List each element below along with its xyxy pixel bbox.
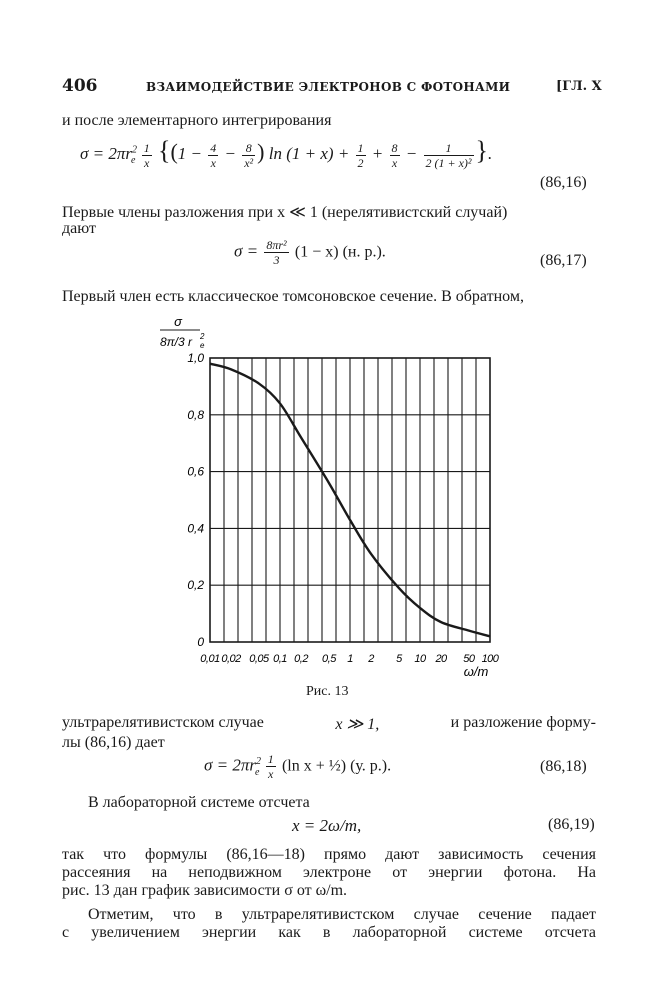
eq2-rest: (1 − x) (н. р.).: [294, 243, 386, 261]
eq2-numerator: 8πr²: [266, 238, 287, 252]
svg-text:e: e: [200, 341, 205, 350]
eq1-lhs: σ = 2πr: [80, 144, 132, 163]
eq3-rest: (ln x + ½) (у. р.).: [281, 757, 392, 775]
y-tick-label: 0,8: [187, 407, 204, 422]
eq1-sup: 2: [132, 144, 137, 156]
paragraph-expansion-line1: Первые члены разложения при x ≪ 1 (нерелятивистский случай): [62, 204, 508, 221]
paragraph-note-line1: Отметим, что в ультрарелятивистском случае сечение падает: [88, 906, 596, 923]
x-tick-label: 0,05: [249, 653, 269, 665]
equation-number-86-17: (86,17): [540, 252, 587, 269]
x-tick-label: 100: [481, 653, 499, 665]
y-axis-label: [160, 314, 205, 350]
x-tick-label: 2: [368, 653, 374, 665]
paragraph-ultrarelativistic-line1: [62, 714, 596, 734]
y-tick-label: 0,4: [187, 521, 204, 536]
figure-caption: Рис. 13: [306, 684, 349, 699]
equation-number-86-16: (86,16): [540, 174, 587, 191]
x-tick-label: 0,1: [273, 653, 287, 665]
p4-part-b: x ≫ 1,: [335, 716, 380, 733]
equation-number-86-19: (86,19): [548, 816, 595, 833]
y-tick-label: 0,2: [187, 578, 204, 593]
eq1-sub: e: [131, 155, 136, 167]
svg-text:2: 2: [200, 332, 205, 341]
eq1-body: ln (1 + x) +: [268, 144, 350, 163]
p4-part-a: ультрарелятивистском случае: [62, 714, 264, 731]
equation-86-19: x = 2ω/m,: [292, 816, 362, 835]
svg-text:8π/3 r: 8π/3 r: [159, 335, 193, 349]
paragraph-note-line2: с увеличением энергии как в лабораторной системе отсчета: [62, 924, 596, 941]
x-tick-label: 5: [396, 653, 402, 665]
x-tick-label: 0,01: [200, 653, 220, 665]
y-tick-label: 1,0: [187, 351, 204, 365]
equation-number-86-18: (86,18): [540, 758, 587, 775]
paragraph-formulas-line1: так что формулы (86,16—18) прямо дают зависимость сечения: [62, 846, 596, 863]
figure-13-chart: [150, 310, 530, 710]
x-tick-label: 10: [414, 653, 426, 665]
svg-text:σ: σ: [174, 314, 182, 329]
paragraph-thomson: Первый член есть классическое томсоновское сечение. В обратном,: [62, 288, 524, 305]
page-number: 406: [62, 76, 98, 96]
paragraph-expansion-line2: дают: [62, 220, 96, 237]
equation-86-18: $\sigma = 2\pi r^2_e$ $\frac{1}{x}$ (ln x + ½) (у. р.).: [204, 752, 392, 781]
x-tick-label: 20: [435, 653, 447, 665]
paragraph-intro: и после элементарного интегрирования: [62, 112, 332, 129]
y-tick-label: 0,6: [187, 464, 204, 479]
eq2-denominator: 3: [273, 253, 280, 267]
paragraph-formulas-line3: рис. 13 дан график зависимости σ от ω/m.: [62, 882, 348, 899]
running-title: ВЗАИМОДЕЙСТВИЕ ЭЛЕКТРОНОВ С ФОТОНАМИ: [146, 80, 511, 94]
p4-part-c: и разложение форму-: [450, 714, 596, 731]
chapter-label: [ГЛ. Х: [556, 79, 602, 94]
equation-86-17: [234, 238, 386, 267]
y-tick-label: 0: [197, 635, 204, 649]
x-tick-label: 0,02: [221, 653, 241, 665]
paragraph-lab-frame: В лабораторной системе отсчета: [88, 794, 310, 811]
paragraph-ultrarelativistic-line2: лы (86,16) дает: [62, 734, 165, 751]
eq3-lhs: σ = 2πr: [204, 755, 256, 775]
x-tick-label: 0,5: [322, 653, 336, 665]
x-tick-label: 50: [463, 653, 475, 665]
x-tick-label: 0,2: [294, 653, 308, 665]
x-tick-label: 1: [347, 653, 353, 665]
paragraph-formulas-line2: рассеяния на неподвижном электроне от энергии фотона. На: [62, 864, 596, 881]
x-axis-label: ω/m: [463, 664, 489, 679]
eq2-lhs: σ =: [234, 241, 259, 261]
equation-86-16: $\sigma = 2\pi r^2_e$ $\frac{1}{x}$ {(1 − $\frac{4}{x}$ − $\frac{8}{\text{x²}}$ ) ln (1 + x) + $\frac{1}{2}$ + $\frac{8}{x}$ − $\frac{1}{\text{2 (1 + x)²}}$ }.: [80, 136, 493, 170]
